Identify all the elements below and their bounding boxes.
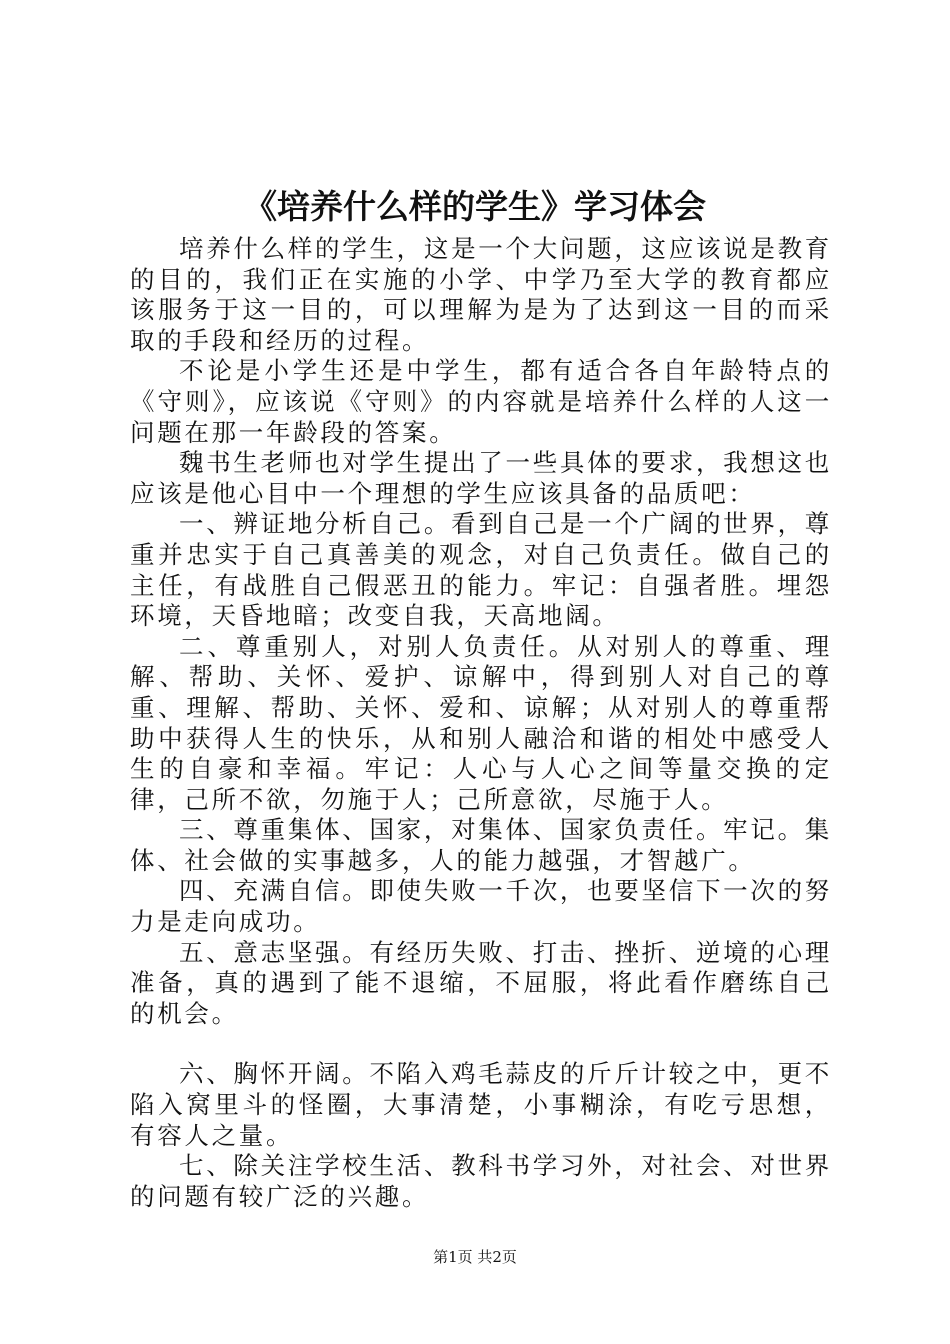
paragraph: 四、充满自信。即使失败一千次，也要坚信下一次的努力是走向成功。: [130, 876, 832, 937]
paragraph: 不论是小学生还是中学生，都有适合各自年龄特点的《守则》，应该说《守则》的内容就是培养什么样的人这一问题在那一年龄段的答案。: [130, 356, 832, 447]
paragraph: 一、辨证地分析自己。看到自己是一个广阔的世界，尊重并忠实于自己真善美的观念，对自己负责任。做自己的主任，有战胜自己假恶丑的能力。牢记：自强者胜。埋怨环境，天昏地暗；改变自我，天高地阔。: [130, 509, 832, 631]
paragraph: 培养什么样的学生，这是一个大问题，这应该说是教育的目的，我们正在实施的小学、中学乃至大学的教育都应该服务于这一目的，可以理解为是为了达到这一目的而采取的手段和经历的过程。: [130, 234, 832, 355]
paragraph: 二、尊重别人，对别人负责任。从对别人的尊重、理解、帮助、关怀、爱护、谅解中，得到别人对自己的尊重、理解、帮助、关怀、爱和、谅解；从对别人的尊重帮助中获得人生的快乐，从和别人融洽和谐的相处中感受人生的自豪和幸福。牢记：人心与人心之间等量交换的定律，己所不欲，勿施于人；己所意欲，尽施于人。: [130, 631, 832, 814]
document-body: [130, 234, 832, 1212]
document-title: 《培养什么样的学生》学习体会: [244, 187, 706, 226]
paragraph: 三、尊重集体、国家，对集体、国家负责任。牢记。集体、社会做的实事越多，人的能力越强，才智越广。: [130, 815, 832, 875]
paragraph: 五、意志坚强。有经历失败、打击、挫折、逆境的心理准备，真的遇到了能不退缩，不屈服，将此看作磨练自己的机会。: [130, 937, 832, 1028]
paragraph: 六、胸怀开阔。不陷入鸡毛蒜皮的斤斤计较之中，更不陷入窝里斗的怪圈，大事清楚，小事糊涂，有吃亏思想，有容人之量。: [130, 1059, 832, 1150]
page-footer: 第1页 共2页: [433, 1248, 517, 1266]
paragraph: 魏书生老师也对学生提出了一些具体的要求，我想这也应该是他心目中一个理想的学生应该具备的品质吧：: [130, 448, 832, 508]
paragraph: 七、除关注学校生活、教科书学习外，对社会、对世界的问题有较广泛的兴趣。: [130, 1151, 832, 1211]
